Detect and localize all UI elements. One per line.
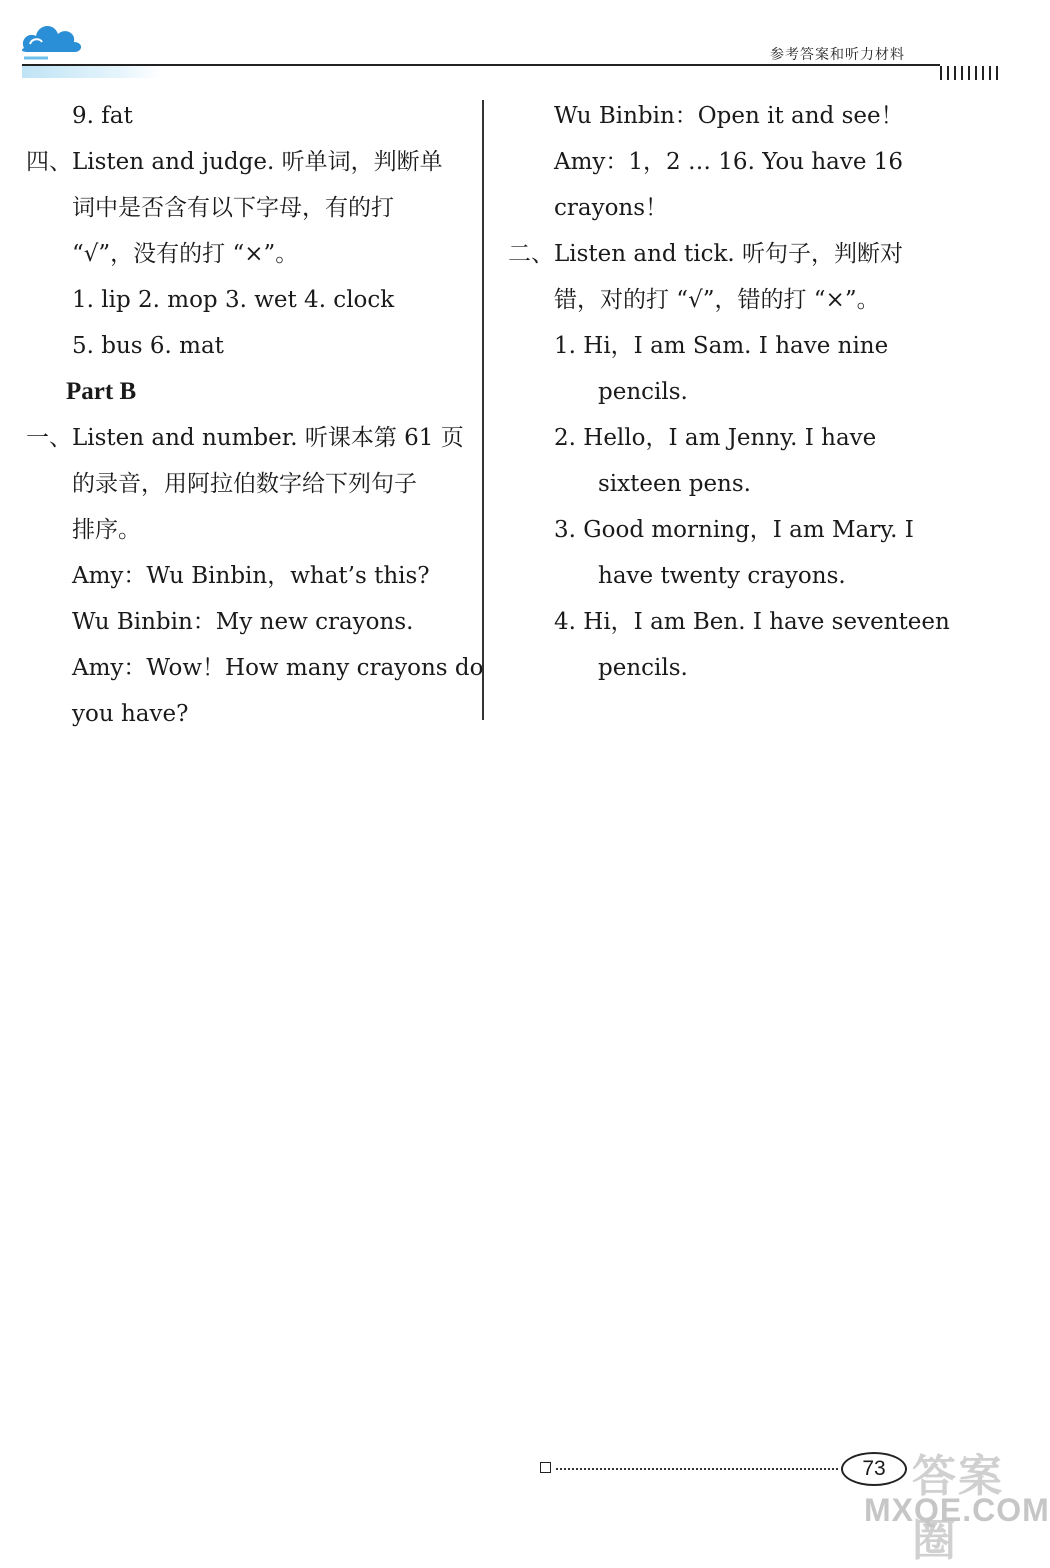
instruction-line: 错，对的打 “√”，错的打 “×”。 (554, 287, 880, 313)
watermark-url: MXQE.COM (864, 1492, 1050, 1528)
header-rule (22, 64, 940, 66)
watermark-chars: 答案圈 (912, 1452, 1004, 1565)
instruction-line: “√”，没有的打 “×”。 (72, 241, 299, 267)
sentence-item: 1. Hi，I am Sam. I have nine (554, 333, 889, 359)
section-heading: 一、Listen and number. 听课本第 61 页 (26, 425, 464, 451)
footer-square-icon (540, 1462, 551, 1473)
answer-line: 9. fat (72, 103, 133, 129)
sentence-item-continued: pencils. (598, 655, 688, 681)
sentence-item: 4. Hi，I am Ben. I have seventeen (554, 609, 950, 635)
section-heading: 四、Listen and judge. 听单词，判断单 (26, 149, 443, 175)
instruction-line: 词中是否含有以下字母，有的打 (72, 195, 394, 221)
header-title: 参考答案和听力材料 (770, 47, 905, 63)
sentence-item-continued: have twenty crayons. (598, 563, 846, 589)
sentence-item-continued: sixteen pens. (598, 471, 751, 497)
page-number: 73 (841, 1452, 907, 1486)
dialogue-line: Amy：Wow！How many crayons do (72, 655, 484, 681)
dialogue-line: crayons！ (554, 195, 669, 221)
sentence-item: 3. Good morning，I am Mary. I (554, 517, 914, 543)
cloud-logo-icon (18, 14, 88, 62)
dialogue-line: Wu Binbin：Open it and see！ (554, 103, 904, 129)
instruction-line: 排序。 (72, 517, 141, 543)
sentence-item-continued: pencils. (598, 379, 688, 405)
dialogue-line: Wu Binbin：My new crayons. (72, 609, 414, 635)
answer-line: 5. bus 6. mat (72, 333, 224, 359)
footer-dotted-leader (556, 1468, 838, 1470)
barcode-marks-icon (940, 66, 1002, 80)
right-column (508, 93, 948, 691)
left-column (26, 93, 484, 737)
sentence-item: 2. Hello，I am Jenny. I have (554, 425, 877, 451)
part-title: Part B (66, 378, 137, 405)
section-heading: 二、Listen and tick. 听句子，判断对 (508, 241, 904, 267)
answer-line: 1. lip 2. mop 3. wet 4. clock (72, 287, 395, 313)
instruction-line: 的录音，用阿拉伯数字给下列句子 (72, 471, 417, 497)
watermark (842, 1440, 1050, 1565)
dialogue-line: you have? (72, 701, 189, 727)
dialogue-line: Amy：Wu Binbin，what’s this? (72, 563, 430, 589)
column-divider (482, 100, 484, 720)
dialogue-line: Amy：1，2 … 16. You have 16 (554, 149, 904, 175)
header-color-band (22, 66, 162, 78)
